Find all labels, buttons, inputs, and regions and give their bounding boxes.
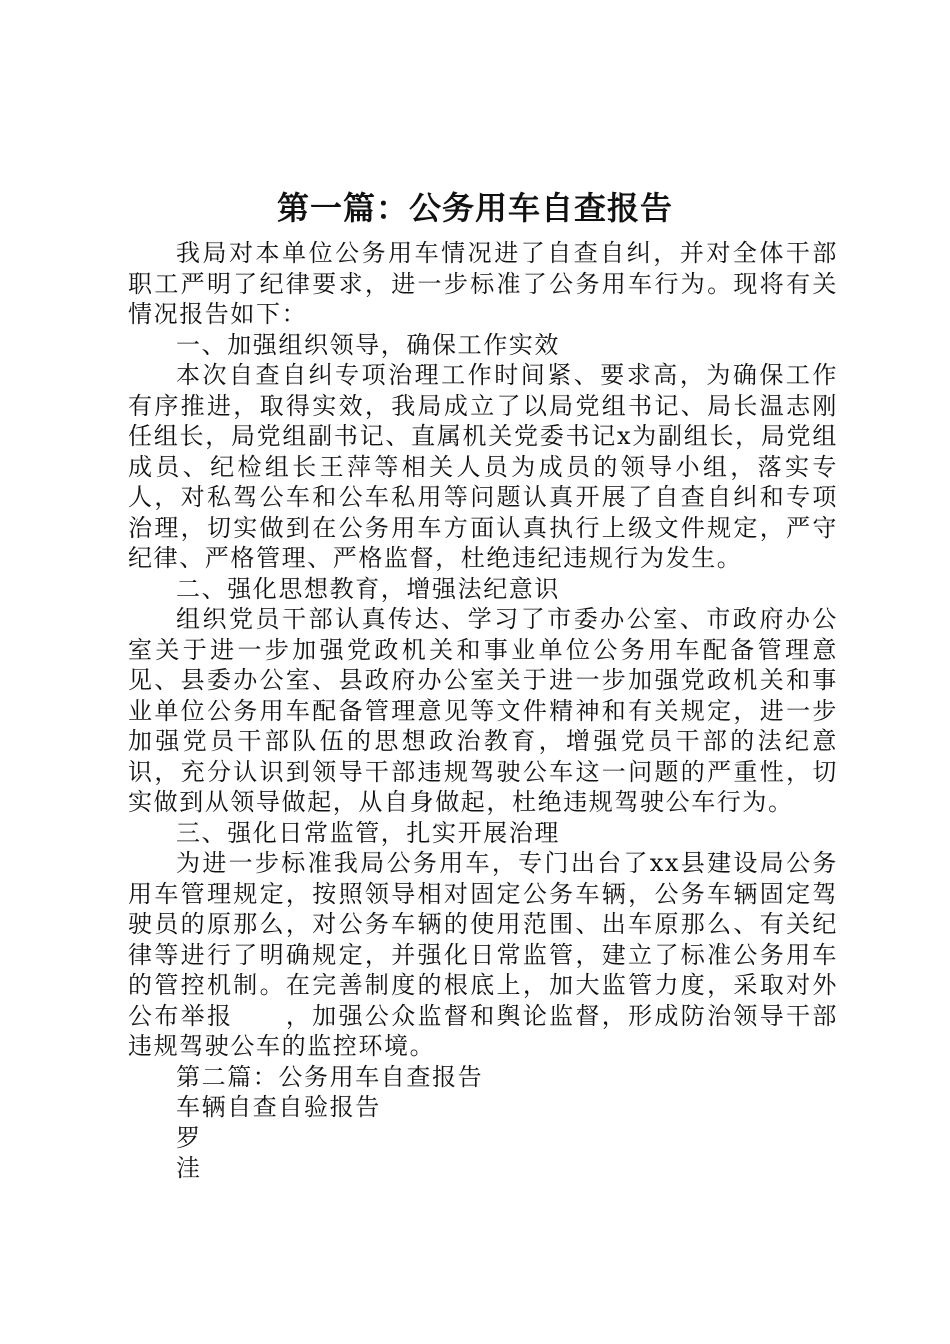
section-heading-1: 一、加强组织领导，确保工作实效 (176, 330, 560, 359)
section-heading-2: 二、强化思想教育，增强法纪意识 (176, 574, 560, 603)
section-paragraph-2: 组织党员干部认真传达、学习了市委办公室、市政府办公室关于进一步加强党政机关和事业单位公务用车配备管理意见、县委办公室、县政府办公室关于进一步加强党政机关和事业单位公务用车配备管理意见等文件精神和有关规定，进一步加强党员干部队伍的思想政治教育，增强党员干部的法纪意识，充分认识到领导干部违规驾驶公车这一问题的严重性，切实做到从领导做起，从自身做起，杜绝违规驾驶公车行为。 (128, 605, 838, 816)
fragment-line-2: 洼 (176, 1154, 202, 1182)
intro-paragraph: 我局对本单位公务用车情况进了自查自纠，并对全体干部职工严明了纪律要求，进一步标准了公务用车行为。现将有关情况报告如下： (128, 239, 838, 328)
fragment-line-1: 罗 (176, 1123, 202, 1152)
section-paragraph-1: 本次自查自纠专项治理工作时间紧、要求高，为确保工作有序推进，取得实效，我局成立了以局党组书记、局长温志刚任组长，局党组副书记、直属机关党委书记x为副组长，局党组成员、纪检组长王萍等相关人员为成员的领导小组，落实专人，对私驾公车和公车私用等问题认真开展了自查自纠和专项治理，切实做到在公务用车方面认真执行上级文件规定，严守纪律、严格管理、严格监督，杜绝违纪违规行为发生。 (128, 361, 838, 572)
second-article-title: 第二篇：公务用车自查报告 (176, 1062, 484, 1091)
document-body (128, 238, 838, 1184)
document-title: 第一篇：公务用车自查报告 (276, 189, 673, 227)
report-subtitle: 车辆自查自验报告 (176, 1093, 381, 1121)
section-paragraph-3: 为进一步标准我局公务用车，专门出台了xx县建设局公务用车管理规定，按照领导相对固定公务车辆，公务车辆固定驾驶员的原那么，对公务车辆的使用范围、出车原那么、有关纪律等进行了明确规定，并强化日常监管，建立了标准公务用车的管控机制。在完善制度的根底上，加大监管力度，采取对外公布举报 ，加强公众监督和舆论监督，形成防治领导干部违规驾驶公车的监控环境。 (128, 849, 838, 1060)
section-heading-3: 三、强化日常监管，扎实开展治理 (176, 818, 560, 847)
